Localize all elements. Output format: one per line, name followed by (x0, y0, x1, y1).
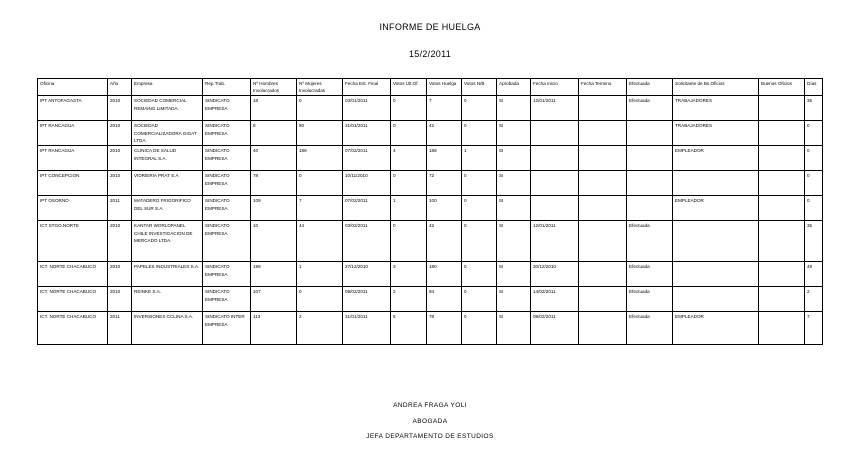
table-cell: 1 (391, 196, 427, 221)
table-cell (579, 171, 627, 196)
column-header: Aprobada (497, 79, 531, 96)
table-cell (759, 146, 805, 171)
table-cell: IPT RANCAGUA (38, 146, 108, 171)
table-cell: 2011 (108, 196, 132, 221)
table-cell: 10/11/2010 (343, 171, 391, 196)
table-cell: 48 (805, 262, 823, 287)
table-cell: 188 (427, 146, 462, 171)
table-cell: Efectuada (627, 312, 673, 345)
table-cell: MATADERO FRIGORIFICO DEL SUR S.A. (132, 196, 203, 221)
column-header: Votos Ult.Of. (391, 79, 427, 96)
column-header: Empresa (132, 79, 203, 96)
table-cell (579, 221, 627, 262)
table-cell: 44 (297, 221, 343, 262)
table-cell (759, 262, 805, 287)
table-cell: 78 (251, 171, 297, 196)
table-cell: SOCIEDAD COMERCIAL REMAING LIMITADA. (132, 96, 203, 121)
table-cell: SINDICATO EMPRESA (203, 96, 251, 121)
table-cell: 0 (297, 96, 343, 121)
column-header: Solicitante de Bs.Oficios (673, 79, 759, 96)
table-cell: SI (497, 146, 531, 171)
table-cell (627, 121, 673, 146)
table-cell (673, 171, 759, 196)
table-cell: Efectuada (627, 221, 673, 262)
table-cell: 109 (251, 196, 297, 221)
table-cell (579, 312, 627, 345)
table-cell: 03/01/2011 (343, 96, 391, 121)
table-cell: ICT. NORTE CHACABUCO (38, 287, 108, 312)
table-cell: IPT RANCAGUA (38, 121, 108, 146)
table-cell: TRABAJADORES (673, 96, 759, 121)
table-cell (673, 287, 759, 312)
table-cell: SINDICATO EMPRESA (203, 146, 251, 171)
table-cell: 0 (462, 262, 497, 287)
table-cell: SI (497, 121, 531, 146)
table-cell: SI (497, 96, 531, 121)
table-cell: 0 (391, 121, 427, 146)
table-cell: 10 (251, 221, 297, 262)
table-cell: 3 (391, 262, 427, 287)
table-cell: 08/02/2011 (531, 312, 579, 345)
table-cell: IPT OSORNO (38, 196, 108, 221)
table-cell: EMPLEADOR (673, 146, 759, 171)
table-cell: 0 (462, 196, 497, 221)
table-cell: 0 (805, 171, 823, 196)
table-cell (531, 171, 579, 196)
table-cell: ICT. NORTE CHACABUCO (38, 312, 108, 345)
table-cell: 12/01/2011 (531, 96, 579, 121)
table-cell: 180 (427, 262, 462, 287)
column-header: Nº Mujeres Involucradas (297, 79, 343, 96)
signatory-department: JEFA DEPARTAMENTO DE ESTUDIOS (366, 433, 494, 440)
table-cell: KANTAR WORLDPANEL CHILE INVESTIGACION DE MERCADO LTDA. (132, 221, 203, 262)
column-header: Fecha Inicio (531, 79, 579, 96)
table-cell: 0 (297, 287, 343, 312)
table-header-row (38, 79, 823, 96)
table-cell (627, 146, 673, 171)
table-cell (759, 312, 805, 345)
table-cell: 2 (391, 287, 427, 312)
table-cell (531, 121, 579, 146)
table-cell (627, 196, 673, 221)
table-cell: 0 (805, 146, 823, 171)
table-row (38, 262, 823, 287)
table-cell: SINDICATO EMPRESA (203, 262, 251, 287)
signatory-role: ABOGADA (412, 418, 448, 425)
table-cell: TRABAJADORES (673, 121, 759, 146)
table-cell: SI (497, 221, 531, 262)
table-row (38, 171, 823, 196)
table-cell: 2010 (108, 121, 132, 146)
table-cell: SI (497, 262, 531, 287)
table-cell: 35 (805, 221, 823, 262)
table-cell: 7 (297, 196, 343, 221)
table-cell: 100 (427, 196, 462, 221)
table-cell: 94 (427, 287, 462, 312)
table-cell: 30/12/2010 (531, 262, 579, 287)
table-cell: 2010 (108, 171, 132, 196)
table-cell: 18 (251, 96, 297, 121)
table-cell: IPT CONCEPCION (38, 171, 108, 196)
table-cell: CLINICA DE SALUD INTEGRAL S.A. (132, 146, 203, 171)
table-cell: 7 (427, 96, 462, 121)
strike-report-table (37, 78, 823, 345)
table-cell: SINDICATO EMPRESA (203, 287, 251, 312)
table-cell: REINKE S.A. (132, 287, 203, 312)
table-cell: 1 (297, 262, 343, 287)
table-cell: PAPELES INDUSTRIALES S.A. (132, 262, 203, 287)
table-cell: 42 (427, 121, 462, 146)
table-cell: 2010 (108, 287, 132, 312)
table-row (38, 96, 823, 121)
table-cell: 2011 (108, 312, 132, 345)
table-cell: 113 (251, 312, 297, 345)
column-header: Oficina (38, 79, 108, 96)
table-cell: SINDICATO EMPRESA (203, 196, 251, 221)
table-cell: 0 (462, 312, 497, 345)
table-cell: 35 (805, 96, 823, 121)
column-header: Rep.Trab. (203, 79, 251, 96)
table-row (38, 287, 823, 312)
table-cell: IPT ANTOFAGASTA (38, 96, 108, 121)
report-date: 15/2/2011 (408, 49, 452, 59)
table-cell (627, 171, 673, 196)
table-cell: SINDICATO EMPRESA (203, 171, 251, 196)
table-row (38, 146, 823, 171)
table-cell: 2 (805, 287, 823, 312)
table-cell: 0 (805, 196, 823, 221)
table-cell: 31/01/2011 (343, 121, 391, 146)
table-cell: INVERSIONES CCLINA S.A. (132, 312, 203, 345)
column-header: Buenos Oficios (759, 79, 805, 96)
column-header: Fecha Termino (579, 79, 627, 96)
table-cell: 07/02/2011 (343, 146, 391, 171)
table-cell: 4 (391, 146, 427, 171)
table-cell: SOCIEDAD COMERCIALIZADORA GIGAT LTDA. (132, 121, 203, 146)
table-cell: 09/02/2011 (343, 287, 391, 312)
table-cell: 2 (297, 312, 343, 345)
table-cell: EMPLEADOR (673, 312, 759, 345)
column-header: Votos N/B (462, 79, 497, 96)
table-row (38, 221, 823, 262)
table-cell: 2010 (108, 262, 132, 287)
table-cell: SI (497, 287, 531, 312)
table-cell (759, 196, 805, 221)
table-cell: EMPLEADOR (673, 196, 759, 221)
report-title: INFORME DE HUELGA (379, 22, 481, 32)
table-cell: 2010 (108, 96, 132, 121)
table-cell: 31/01/2011 (343, 312, 391, 345)
table-cell (579, 262, 627, 287)
table-cell: 0 (462, 121, 497, 146)
table-cell: 2010 (108, 146, 132, 171)
table-cell: 198 (251, 262, 297, 287)
table-cell: SI (497, 312, 531, 345)
table-cell: 27/12/2010 (343, 262, 391, 287)
table-cell: 5 (391, 312, 427, 345)
table-cell: SINDICATO EMPRESA (203, 121, 251, 146)
table-cell: 03/02/2011 (343, 221, 391, 262)
table-cell: 40 (251, 146, 297, 171)
table-cell (531, 146, 579, 171)
table-cell: Efectuada (627, 262, 673, 287)
column-header: Votos Huelga (427, 79, 462, 96)
table-cell (759, 221, 805, 262)
table-cell: 0 (805, 121, 823, 146)
table-cell: 0 (462, 287, 497, 312)
table-cell (759, 96, 805, 121)
table-cell: 2010 (108, 221, 132, 262)
table-cell: 0 (391, 96, 427, 121)
table-cell: 0 (462, 221, 497, 262)
table-cell: 0 (391, 171, 427, 196)
table-cell (579, 96, 627, 121)
column-header: Efectuada (627, 79, 673, 96)
table-cell (579, 196, 627, 221)
table-cell: 188 (297, 146, 343, 171)
signatory-name: ANDREA FRAGA YOLI (393, 402, 467, 409)
table-cell: SI (497, 171, 531, 196)
table-cell: 78 (427, 312, 462, 345)
table-cell: 0 (462, 171, 497, 196)
table-cell: 80 (297, 121, 343, 146)
column-header: Nº Hombres Involucrados (251, 79, 297, 96)
table-cell: 12/01/2011 (531, 221, 579, 262)
table-cell: Efectuada (627, 96, 673, 121)
table-cell (759, 287, 805, 312)
table-cell: SINDICATO EMPRESA (203, 221, 251, 262)
table-cell: VIDRIERIA PRAT S.A (132, 171, 203, 196)
table-row (38, 121, 823, 146)
table-cell (673, 262, 759, 287)
column-header: Días (805, 79, 823, 96)
table-row (38, 312, 823, 345)
table-cell: SI (497, 196, 531, 221)
table-cell: 7 (805, 312, 823, 345)
column-header: Fecha Est. Final (343, 79, 391, 96)
table-cell: 72 (427, 171, 462, 196)
table-cell (579, 146, 627, 171)
table-cell: SINDICATO INTER EMPRESA (203, 312, 251, 345)
table-cell: 07/02/2011 (343, 196, 391, 221)
table-row (38, 196, 823, 221)
table-cell: 8 (251, 121, 297, 146)
table-cell (579, 287, 627, 312)
table-cell: 107 (251, 287, 297, 312)
table-cell: 1 (462, 146, 497, 171)
table-cell: 14/02/2011 (531, 287, 579, 312)
table-cell (759, 171, 805, 196)
table-cell: ICT STGO.NORTE (38, 221, 108, 262)
table-cell: 0 (391, 221, 427, 262)
table-cell (673, 221, 759, 262)
table-cell (579, 121, 627, 146)
column-header: Año (108, 79, 132, 96)
table-cell: 0 (462, 96, 497, 121)
table-cell: ICT. NORTE CHACABUCO (38, 262, 108, 287)
table-cell: 42 (427, 221, 462, 262)
table-cell: Efectuada (627, 287, 673, 312)
table-cell (759, 121, 805, 146)
table-cell (531, 196, 579, 221)
table-cell: 0 (297, 171, 343, 196)
